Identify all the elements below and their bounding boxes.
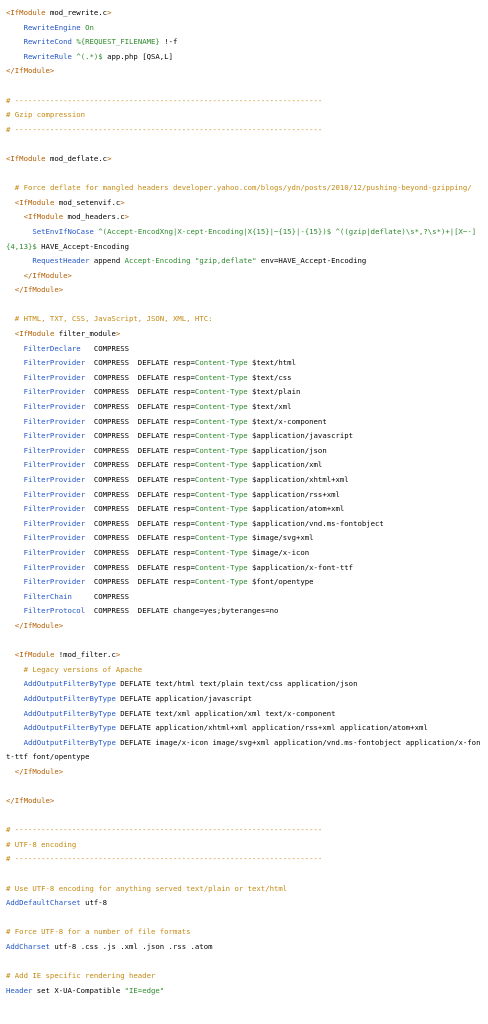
plain-text <box>6 387 24 396</box>
directive-tag: > <box>107 8 112 17</box>
plain-text <box>6 606 24 615</box>
code-line <box>6 371 482 386</box>
code-line <box>6 458 482 473</box>
plain-text: COMPRESS DEFLATE resp= <box>85 518 195 528</box>
plain-text: COMPRESS DEFLATE resp= <box>85 489 195 499</box>
string-literal: "IE=edge" <box>124 985 165 995</box>
directive-keyword: FilterProvider <box>23 562 86 572</box>
plain-text <box>6 504 24 513</box>
plain-text: $application/vnd.ms-fontobject <box>247 518 384 528</box>
code-line <box>6 852 482 867</box>
directive-tag: > <box>120 197 125 207</box>
directive-keyword: AddOutputFilterByType <box>23 737 116 747</box>
code-line <box>6 283 482 298</box>
code-line <box>6 196 482 211</box>
plain-text: HAVE_Accept-Encoding <box>36 241 130 251</box>
comment-text: # Add IE specific rendering header <box>6 971 156 981</box>
directive-keyword: FilterProvider <box>23 504 86 514</box>
plain-text <box>6 490 24 499</box>
plain-text: DEFLATE application/javascript <box>115 693 253 703</box>
string-literal: %{REQUEST_FILENAME} <box>76 37 160 47</box>
string-literal: Content-Type <box>194 562 248 572</box>
directive-tag: </IfModule> <box>14 620 64 630</box>
code-line <box>6 590 482 605</box>
directive-keyword: FilterProvider <box>23 489 86 499</box>
code-line <box>6 298 482 313</box>
directive-tag: <IfModule <box>23 212 64 222</box>
code-line <box>6 35 482 50</box>
directive-keyword: FilterProvider <box>23 416 86 426</box>
code-line <box>6 502 482 517</box>
code-line <box>6 400 482 415</box>
plain-text <box>6 577 24 586</box>
directive-keyword: AddCharset <box>6 942 50 951</box>
string-literal: Content-Type <box>194 504 248 514</box>
plain-text: COMPRESS <box>71 591 130 601</box>
plain-text <box>6 271 24 280</box>
code-line <box>6 517 482 532</box>
plain-text: DEFLATE text/xml application/xml text/x-component <box>115 708 336 718</box>
code-line <box>6 6 482 21</box>
directive-tag: </IfModule> <box>6 66 55 76</box>
plain-text <box>6 256 32 265</box>
plain-text: COMPRESS <box>80 343 130 353</box>
plain-text: app.php [QSA,L] <box>102 51 173 61</box>
directive-tag: </IfModule> <box>6 796 55 806</box>
comment-text: # ---------------------------------------------------------------------- <box>6 825 323 835</box>
plain-text: DEFLATE text/html text/plain text/css application/json <box>115 679 358 689</box>
plain-text: $application/atom+xml <box>247 504 345 514</box>
plain-text <box>6 694 24 703</box>
directive-keyword: FilterProvider <box>23 387 86 397</box>
code-line <box>6 575 482 590</box>
plain-text <box>6 198 15 207</box>
plain-text: COMPRESS DEFLATE resp= <box>85 358 195 368</box>
plain-text <box>6 709 24 718</box>
code-line <box>6 531 482 546</box>
plain-text: mod_deflate.c <box>45 153 108 163</box>
directive-keyword: FilterProvider <box>23 475 86 484</box>
plain-text <box>6 37 24 46</box>
code-line <box>6 385 482 400</box>
plain-text: $application/xhtml+xml <box>247 475 349 484</box>
directive-keyword: FilterProvider <box>23 533 86 543</box>
plain-text: utf-8 .css .js .xml .json .rss .atom <box>49 942 213 951</box>
directive-keyword: SetEnvIfNoCase <box>32 226 94 236</box>
plain-text: append <box>89 256 125 266</box>
string-literal: Content-Type <box>194 358 248 368</box>
plain-text: COMPRESS DEFLATE resp= <box>85 547 195 557</box>
plain-text: env=HAVE_Accept-Encoding <box>256 256 367 266</box>
code-line <box>6 488 482 503</box>
directive-tag: <IfModule <box>14 329 55 339</box>
code-line <box>6 692 482 707</box>
directive-keyword: FilterProvider <box>23 372 86 382</box>
directive-keyword: FilterProvider <box>23 547 86 557</box>
plain-text: mod_rewrite.c <box>45 8 108 17</box>
directive-tag: > <box>115 650 121 660</box>
plain-text <box>6 519 24 528</box>
plain-text <box>6 723 24 732</box>
plain-text: $font/opentype <box>247 577 314 587</box>
plain-text: $text/x-component <box>247 416 327 426</box>
code-line <box>6 546 482 561</box>
string-literal: ^((gzip|deflate)\s*,?\s*)+|[X~-]{4,13}$ <box>6 226 477 251</box>
code-line <box>6 444 482 459</box>
code-line <box>6 648 482 663</box>
comment-text: # Use UTF-8 encoding for anything served text/plain or text/html <box>6 883 288 893</box>
directive-tag: <IfModule <box>14 197 55 207</box>
code-line <box>6 561 482 576</box>
code-line <box>6 137 482 152</box>
code-line <box>6 108 482 123</box>
plain-text: $application/json <box>247 445 327 455</box>
plain-text: COMPRESS DEFLATE change=yes;byteranges=no <box>85 606 279 616</box>
comment-text: # ---------------------------------------------------------------------- <box>6 854 323 864</box>
string-literal: Content-Type <box>194 402 248 412</box>
plain-text: $text/html <box>247 358 296 368</box>
code-line <box>6 64 482 79</box>
code-line <box>6 867 482 882</box>
plain-text: mod_headers.c <box>63 212 125 222</box>
plain-text: COMPRESS DEFLATE resp= <box>85 504 195 514</box>
code-line <box>6 356 482 371</box>
code-line <box>6 721 482 736</box>
plain-text <box>6 373 24 382</box>
code-line <box>6 210 482 225</box>
code-line <box>6 342 482 357</box>
code-line <box>6 181 482 196</box>
plain-text <box>6 563 24 572</box>
plain-text: $text/xml <box>247 402 292 412</box>
string-literal: Content-Type <box>194 416 248 426</box>
plain-text: COMPRESS DEFLATE resp= <box>85 533 195 543</box>
plain-text: COMPRESS DEFLATE resp= <box>85 577 195 587</box>
directive-tag: </IfModule> <box>23 270 72 280</box>
directive-keyword: RewriteRule <box>23 51 72 61</box>
plain-text: COMPRESS DEFLATE resp= <box>85 445 195 455</box>
directive-keyword: AddOutputFilterByType <box>23 693 116 703</box>
string-literal: Content-Type <box>194 460 248 470</box>
plain-text: COMPRESS DEFLATE resp= <box>85 387 195 397</box>
plain-text <box>6 358 24 367</box>
code-line <box>6 779 482 794</box>
code-line <box>6 969 482 984</box>
plain-text: $text/plain <box>247 387 301 397</box>
directive-keyword: FilterProvider <box>23 445 86 455</box>
code-line <box>6 911 482 926</box>
directive-keyword: FilterDeclare <box>23 343 81 353</box>
plain-text: mod_setenvif.c <box>54 197 121 207</box>
directive-keyword: RewriteEngine <box>23 22 81 32</box>
code-line <box>6 940 482 955</box>
plain-text <box>6 417 24 426</box>
code-line <box>6 882 482 897</box>
string-literal: Content-Type <box>194 372 248 382</box>
directive-keyword: FilterProvider <box>23 358 86 368</box>
directive-keyword: AddOutputFilterByType <box>23 708 116 718</box>
string-literal: Content-Type <box>194 518 248 528</box>
directive-keyword: FilterProvider <box>23 518 86 528</box>
directive-keyword: FilterProvider <box>23 402 86 412</box>
code-line <box>6 663 482 678</box>
directive-tag: </IfModule> <box>14 285 64 295</box>
string-literal: Content-Type <box>194 577 248 587</box>
code-line <box>6 415 482 430</box>
plain-text <box>6 402 24 411</box>
code-line <box>6 677 482 692</box>
string-literal: "gzip,deflate" <box>194 256 257 266</box>
plain-text: $application/x-font-ttf <box>247 562 354 572</box>
code-line <box>6 955 482 970</box>
string-literal: Content-Type <box>194 475 248 484</box>
comment-text: # Legacy versions of Apache <box>6 664 143 674</box>
code-line <box>6 765 482 780</box>
plain-text: $image/svg+xml <box>247 533 314 543</box>
plain-text: COMPRESS DEFLATE resp= <box>85 372 195 382</box>
directive-tag: > <box>124 212 130 222</box>
code-line <box>6 794 482 809</box>
code-line <box>6 79 482 94</box>
plain-text <box>6 650 15 659</box>
code-line <box>6 312 482 327</box>
code-line <box>6 823 482 838</box>
directive-tag: <IfModule <box>6 153 46 163</box>
plain-text <box>6 621 15 630</box>
string-literal: ^(.*)$ <box>76 51 103 61</box>
code-line <box>6 604 482 619</box>
plain-text: DEFLATE application/xhtml+xml application/rss+xml application/atom+xml <box>115 723 428 733</box>
directive-tag: <IfModule <box>6 8 46 17</box>
plain-text: COMPRESS DEFLATE resp= <box>85 475 195 484</box>
code-line <box>6 21 482 36</box>
plain-text <box>6 738 24 747</box>
code-line <box>6 50 482 65</box>
plain-text: DEFLATE image/x-icon image/svg+xml application/vnd.ms-fontobject application/x-font-ttf font/opentype <box>6 737 481 762</box>
string-literal: Content-Type <box>194 489 248 499</box>
directive-tag: <IfModule <box>14 650 55 660</box>
plain-text <box>6 52 24 61</box>
code-line <box>6 167 482 182</box>
plain-text: !mod_filter.c <box>54 650 116 660</box>
code-line <box>6 473 482 488</box>
plain-text <box>6 23 24 32</box>
code-line <box>6 809 482 824</box>
directive-keyword: AddOutputFilterByType <box>23 679 116 689</box>
comment-text: # UTF-8 encoding <box>6 839 77 849</box>
directive-keyword: Header <box>6 985 33 995</box>
comment-text: # ---------------------------------------------------------------------- <box>6 124 323 134</box>
code-line <box>6 327 482 342</box>
plain-text <box>6 446 24 455</box>
plain-text: $application/xml <box>247 460 323 470</box>
code-line <box>6 225 482 254</box>
plain-text <box>6 475 24 484</box>
string-literal: Content-Type <box>194 547 248 557</box>
code-line <box>6 838 482 853</box>
plain-text: COMPRESS DEFLATE resp= <box>85 416 195 426</box>
string-literal: Accept-Encoding <box>124 256 191 266</box>
plain-text <box>6 227 32 236</box>
code-line <box>6 896 482 911</box>
plain-text <box>6 285 15 294</box>
code-line <box>6 152 482 167</box>
plain-text: COMPRESS DEFLATE resp= <box>85 460 195 470</box>
plain-text: $image/x-icon <box>247 547 310 557</box>
plain-text: $application/rss+xml <box>247 489 340 499</box>
plain-text <box>6 548 24 557</box>
string-literal: Content-Type <box>194 533 248 543</box>
code-line <box>6 429 482 444</box>
directive-keyword: FilterProvider <box>23 577 86 587</box>
directive-keyword: FilterChain <box>23 591 72 601</box>
plain-text <box>6 329 15 338</box>
plain-text <box>6 533 24 542</box>
plain-text <box>6 767 15 776</box>
string-literal: Content-Type <box>194 445 248 455</box>
comment-text: # Force deflate for mangled headers developer.yahoo.com/blogs/ydn/posts/2010/12/pushing-beyond-gzipping/ <box>6 183 472 193</box>
plain-text: filter_module <box>54 329 116 339</box>
code-line <box>6 269 482 284</box>
plain-text <box>6 679 24 688</box>
plain-text: COMPRESS DEFLATE resp= <box>85 562 195 572</box>
directive-keyword: RewriteCond <box>23 37 72 47</box>
plain-text: utf-8 <box>80 898 108 908</box>
plain-text <box>6 460 24 469</box>
code-line <box>6 736 482 765</box>
plain-text <box>6 212 24 221</box>
directive-keyword: FilterProvider <box>23 431 86 441</box>
directive-keyword: RequestHeader <box>32 256 90 266</box>
plain-text <box>6 344 24 353</box>
directive-tag: > <box>115 329 121 339</box>
code-line <box>6 619 482 634</box>
directive-keyword: FilterProtocol <box>23 606 86 616</box>
plain-text: $application/javascript <box>247 431 354 441</box>
directive-keyword: AddDefaultCharset <box>6 898 81 908</box>
string-literal: Content-Type <box>194 387 248 397</box>
code-line <box>6 634 482 649</box>
string-literal: On <box>85 22 94 32</box>
plain-text <box>6 431 24 440</box>
comment-text: # HTML, TXT, CSS, JavaScript, JSON, XML, HTC: <box>6 314 213 324</box>
code-line <box>6 984 482 999</box>
directive-tag: </IfModule> <box>14 766 64 776</box>
directive-keyword: AddOutputFilterByType <box>23 723 116 733</box>
plain-text: COMPRESS DEFLATE resp= <box>85 431 195 441</box>
string-literal: ^(Accept-EncodXng|X-cept-Encoding|X{15}|~{15}|-{15})$ <box>98 226 332 236</box>
plain-text: COMPRESS DEFLATE resp= <box>85 402 195 412</box>
plain-text: !-f <box>159 37 178 47</box>
comment-text: # Gzip compression <box>6 110 86 120</box>
string-literal: Content-Type <box>194 431 248 441</box>
directive-keyword: FilterProvider <box>23 460 86 470</box>
comment-text: # Force UTF-8 for a number of file formats <box>6 927 191 937</box>
plain-text: set X-UA-Compatible <box>32 985 125 995</box>
code-line <box>6 94 482 109</box>
code-line <box>6 123 482 138</box>
directive-tag: > <box>107 153 112 163</box>
code-line <box>6 707 482 722</box>
code-line <box>6 254 482 269</box>
comment-text: # ---------------------------------------------------------------------- <box>6 95 323 105</box>
plain-text: $text/css <box>247 372 292 382</box>
plain-text <box>6 592 24 601</box>
code-line <box>6 925 482 940</box>
